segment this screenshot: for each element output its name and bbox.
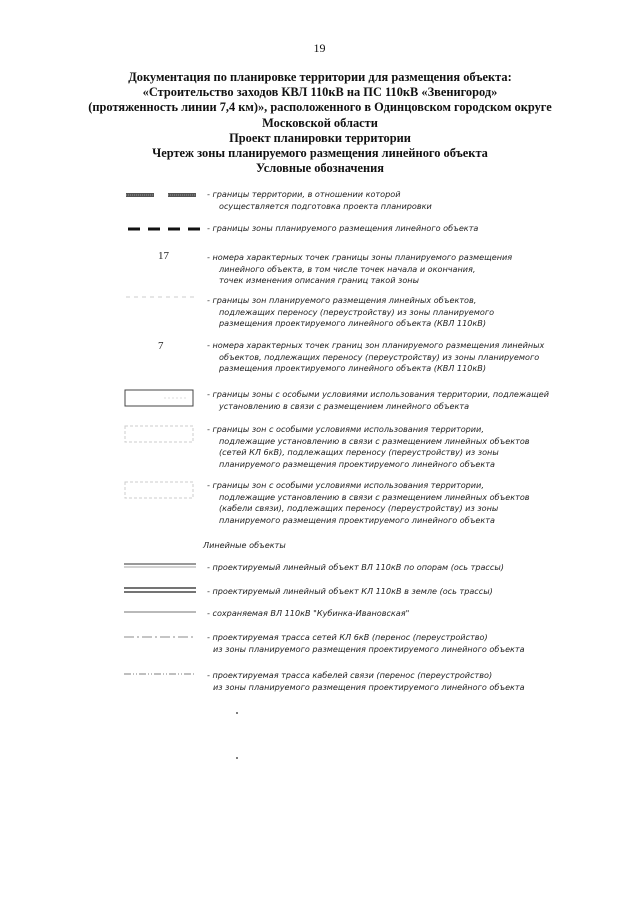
kl110-line-symbol — [124, 585, 198, 595]
legend-text: - границы зон с особыми условиями использования территории, подлежащие установлению в связи с размещением линейных объектов (сетей КЛ 6кВ), подлежащих переносу (переустройству) из зоны планируемого размещения проектируемого линейного объекта — [207, 424, 530, 469]
legend-text: - границы зоны планируемого размещения линейного объекта — [207, 223, 479, 233]
title-line: «Строительство заходов КВЛ 110кВ на ПС 110кВ «Звенигород» — [142, 85, 498, 100]
legend-text: - границы территории, в отношении которой осуществляется подготовка проекта планировки — [207, 189, 432, 211]
existing-vl-line-symbol — [124, 607, 198, 617]
legend-text: - номера характерных точек границы зоны планируемого размещения линейного объекта, в том числе точек начала и окончания, точек изменения описания границ такой зоны — [207, 252, 513, 286]
legend-text: - границы зон с особыми условиями использования территории, подлежащие установлению в связи с размещением линейных объектов (кабели связи), подлежащих переносу (переустройству) из зоны планируемого размещения проектируемого линейного объекта — [207, 480, 530, 525]
special-zone-comm-symbol — [124, 480, 196, 502]
legend-text: - границы зоны с особыми условиями использования территории, подлежащей установлению в связи с размещением линейного объекта — [207, 389, 549, 411]
legend-text: - границы зон планируемого размещения линейных объектов, подлежащих переносу (переустройству) из зоны планируемого размещения проектируемого линейного объекта (КВЛ 110кВ) — [207, 295, 495, 329]
point-number-symbol: 17 — [158, 250, 169, 262]
territory-boundary-symbol — [124, 190, 204, 200]
relocated-zone-symbol — [124, 292, 204, 302]
legend-text: - проектируемая трасса сетей КЛ 6кВ (перенос (переустройство) из зоны планируемого размещения проектируемого линейного объекта — [207, 632, 525, 654]
document-title — [60, 70, 580, 176]
legend-text: - проектируемая трасса кабелей связи (перенос (переустройство) из зоны планируемого размещения проектируемого линейного объекта — [207, 670, 525, 692]
title-line: Документация по планировке территории для размещения объекта: — [128, 70, 512, 84]
legend-text: - проектируемый линейный объект ВЛ 110кВ по опорам (ось трассы) — [207, 562, 504, 572]
title-line: Условные обозначения — [256, 161, 384, 176]
legend-text: - номера характерных точек границ зон планируемого размещения линейных объектов, подлежащих переносу (переустройству) из зоны планируемого размещения проектируемого линейного объекта (КВЛ 110кВ) — [207, 340, 545, 374]
special-zone-symbol — [124, 388, 196, 410]
title-line: Проект планировки территории — [229, 130, 411, 145]
title-line: Московской области — [262, 115, 378, 130]
special-zone-kl6-symbol — [124, 424, 196, 446]
title-line: Чертеж зоны планируемого размещения линейного объекта — [152, 146, 488, 161]
point-number-symbol: 7 — [158, 340, 164, 352]
comm-route-symbol — [124, 669, 198, 679]
kl6-route-symbol — [124, 632, 198, 642]
page-number: 19 — [313, 41, 326, 55]
scan-speck — [236, 712, 238, 714]
linear-objects-label: Линейные объекты — [203, 540, 286, 550]
title-line: (протяженность линии 7,4 км)», расположенного в Одинцовском городском округе — [88, 100, 552, 115]
legend-text: - проектируемый линейный объект КЛ 110кВ в земле (ось трассы) — [207, 586, 493, 596]
zone-boundary-symbol — [124, 224, 204, 234]
scan-speck — [236, 757, 238, 759]
legend-text: - сохраняемая ВЛ 110кВ "Кубинка-Ивановская" — [207, 608, 410, 618]
vl110-line-symbol — [124, 561, 198, 571]
